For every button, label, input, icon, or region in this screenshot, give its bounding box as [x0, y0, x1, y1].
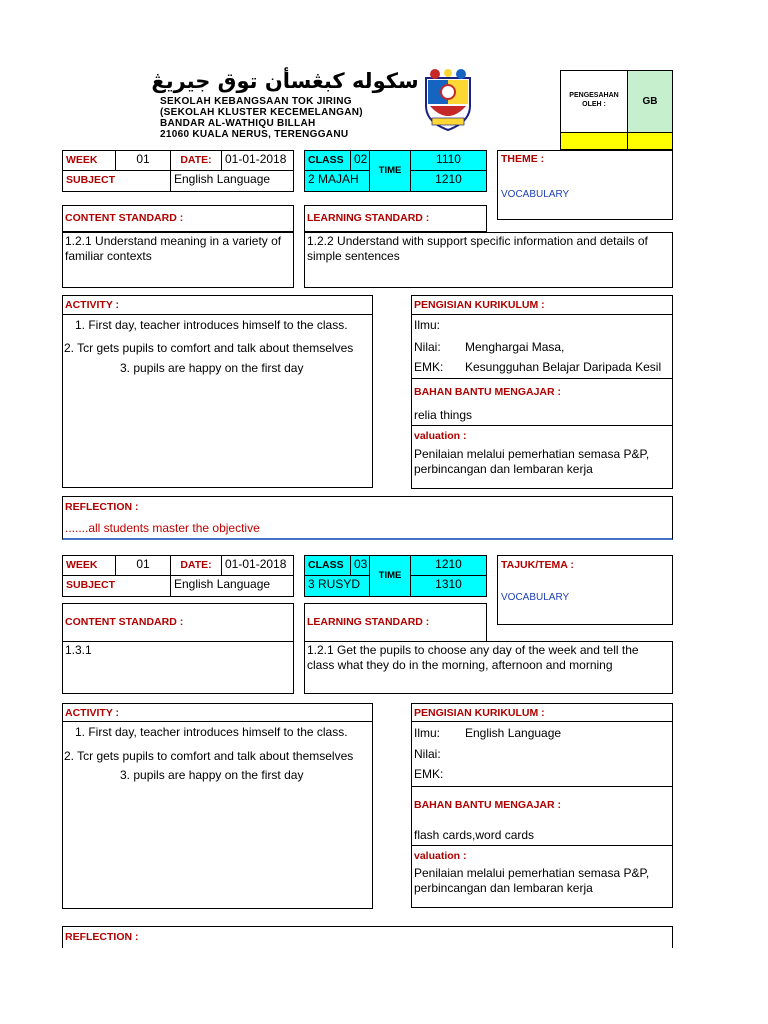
bbm-label: BAHAN BANTU MENGAJAR : — [414, 799, 561, 811]
time-end[interactable]: 1310 — [410, 575, 487, 597]
theme-value[interactable]: VOCABULARY — [501, 592, 570, 603]
class-label: CLASS — [304, 150, 351, 171]
ilmu-label: Ilmu: — [414, 318, 441, 332]
week-label: WEEK — [62, 555, 116, 576]
reflection-box[interactable] — [62, 926, 673, 948]
content-standard-label: CONTENT STANDARD : — [65, 212, 184, 224]
time-label: TIME — [369, 555, 411, 597]
subject-label: SUBJECT — [62, 575, 171, 597]
content-standard-text: 1.2.1 Understand meaning in a variety of familiar contexts — [65, 234, 282, 263]
nilai-label: Nilai: — [414, 340, 441, 354]
week-label: WEEK — [62, 150, 116, 171]
subject-label: SUBJECT — [62, 170, 171, 192]
emk-label: EMK: — [414, 360, 444, 374]
activity-item-2: 2. Tcr gets pupils to comfort and talk about themselves — [64, 341, 354, 355]
reflection-label: REFLECTION : — [65, 501, 139, 513]
kurikulum-label: PENGISIAN KURIKULUM : — [414, 707, 545, 719]
school-jawi-title: سکوله کبڠسأن توق جيريڠ — [151, 69, 419, 93]
date-label: DATE: — [170, 150, 222, 171]
week-value[interactable]: 01 — [115, 150, 171, 171]
theme-value[interactable]: VOCABULARY — [501, 189, 570, 200]
activity-item-3: 3. pupils are happy on the first day — [120, 768, 304, 782]
reflection-text: .......all students master the objective — [65, 521, 260, 535]
time-start[interactable]: 1210 — [410, 555, 487, 576]
valuation-label: valuation : — [414, 850, 467, 862]
activity-item-1: 1. First day, teacher introduces himself to the class. — [75, 725, 348, 739]
subject-value[interactable]: English Language — [170, 170, 294, 192]
date-value[interactable]: 01-01-2018 — [221, 150, 294, 171]
activity-label: ACTIVITY : — [65, 707, 120, 719]
school-crest-logo — [418, 68, 478, 134]
ilmu-label: Ilmu: — [414, 726, 441, 740]
activity-item-3: 3. pupils are happy on the first day — [120, 361, 304, 375]
kurikulum-label: PENGISIAN KURIKULUM : — [414, 299, 545, 311]
class-label: CLASS — [304, 555, 351, 576]
approval-signature-cell[interactable] — [561, 132, 672, 149]
learning-standard-label: LEARNING STANDARD : — [307, 212, 430, 224]
time-start[interactable]: 1110 — [410, 150, 487, 171]
bbm-label: BAHAN BANTU MENGAJAR : — [414, 386, 561, 398]
learning-standard-text: 1.2.2 Understand with support specific information and details of simple sentences — [307, 234, 648, 263]
subject-value[interactable]: English Language — [170, 575, 294, 597]
class-number[interactable]: 03 — [350, 555, 370, 576]
school-name-line-2: (SEKOLAH KLUSTER KECEMELANGAN) — [160, 107, 363, 118]
school-name-line-3: BANDAR AL-WATHIQU BILLAH — [160, 118, 316, 129]
bbm-value: flash cards,word cards — [414, 828, 535, 842]
school-name-line-4: 21060 KUALA NERUS, TERENGGANU — [160, 129, 349, 140]
activity-label: ACTIVITY : — [65, 299, 120, 311]
valuation-label: valuation : — [414, 430, 467, 442]
content-standard-label: CONTENT STANDARD : — [65, 616, 184, 628]
bbm-value: relia things — [414, 408, 473, 422]
week-value[interactable]: 01 — [115, 555, 171, 576]
emk-value: Kesungguhan Belajar Daripada Kesil — [465, 360, 662, 374]
theme-label: THEME : — [501, 153, 545, 165]
content-standard-box[interactable] — [62, 641, 294, 694]
activity-item-2: 2. Tcr gets pupils to comfort and talk about themselves — [64, 749, 354, 763]
class-number[interactable]: 02 — [350, 150, 370, 171]
learning-standard-text: 1.2.1 Get the pupils to choose any day of the week and tell the class what they do in the morning, afternoon and morning — [307, 643, 639, 672]
class-name[interactable]: 3 RUSYD — [304, 575, 370, 597]
ilmu-value: English Language — [465, 726, 562, 740]
approval-gb-cell: GB — [627, 71, 672, 132]
theme-label: TAJUK/TEMA : — [501, 559, 574, 571]
emk-label: EMK: — [414, 767, 444, 781]
reflection-label: REFLECTION : — [65, 931, 139, 943]
date-value[interactable]: 01-01-2018 — [221, 555, 294, 576]
school-name-line-1: SEKOLAH KEBANGSAAN TOK JIRING — [160, 96, 352, 107]
time-label: TIME — [369, 150, 411, 192]
class-name[interactable]: 2 MAJAH — [304, 170, 370, 192]
content-standard-text: 1.3.1 — [65, 643, 92, 657]
approval-label: PENGESAHAN OLEH : — [569, 92, 619, 108]
nilai-value: Menghargai Masa, — [465, 340, 565, 354]
nilai-label: Nilai: — [414, 747, 441, 761]
valuation-text: Penilaian melalui pemerhatian semasa P&P, perbincangan dan lembaran kerja — [414, 447, 650, 476]
time-end[interactable]: 1210 — [410, 170, 487, 192]
valuation-text: Penilaian melalui pemerhatian semasa P&P, perbincangan dan lembaran kerja — [414, 866, 650, 895]
learning-standard-label: LEARNING STANDARD : — [307, 616, 430, 628]
activity-item-1: 1. First day, teacher introduces himself to the class. — [75, 318, 348, 332]
date-label: DATE: — [170, 555, 222, 576]
